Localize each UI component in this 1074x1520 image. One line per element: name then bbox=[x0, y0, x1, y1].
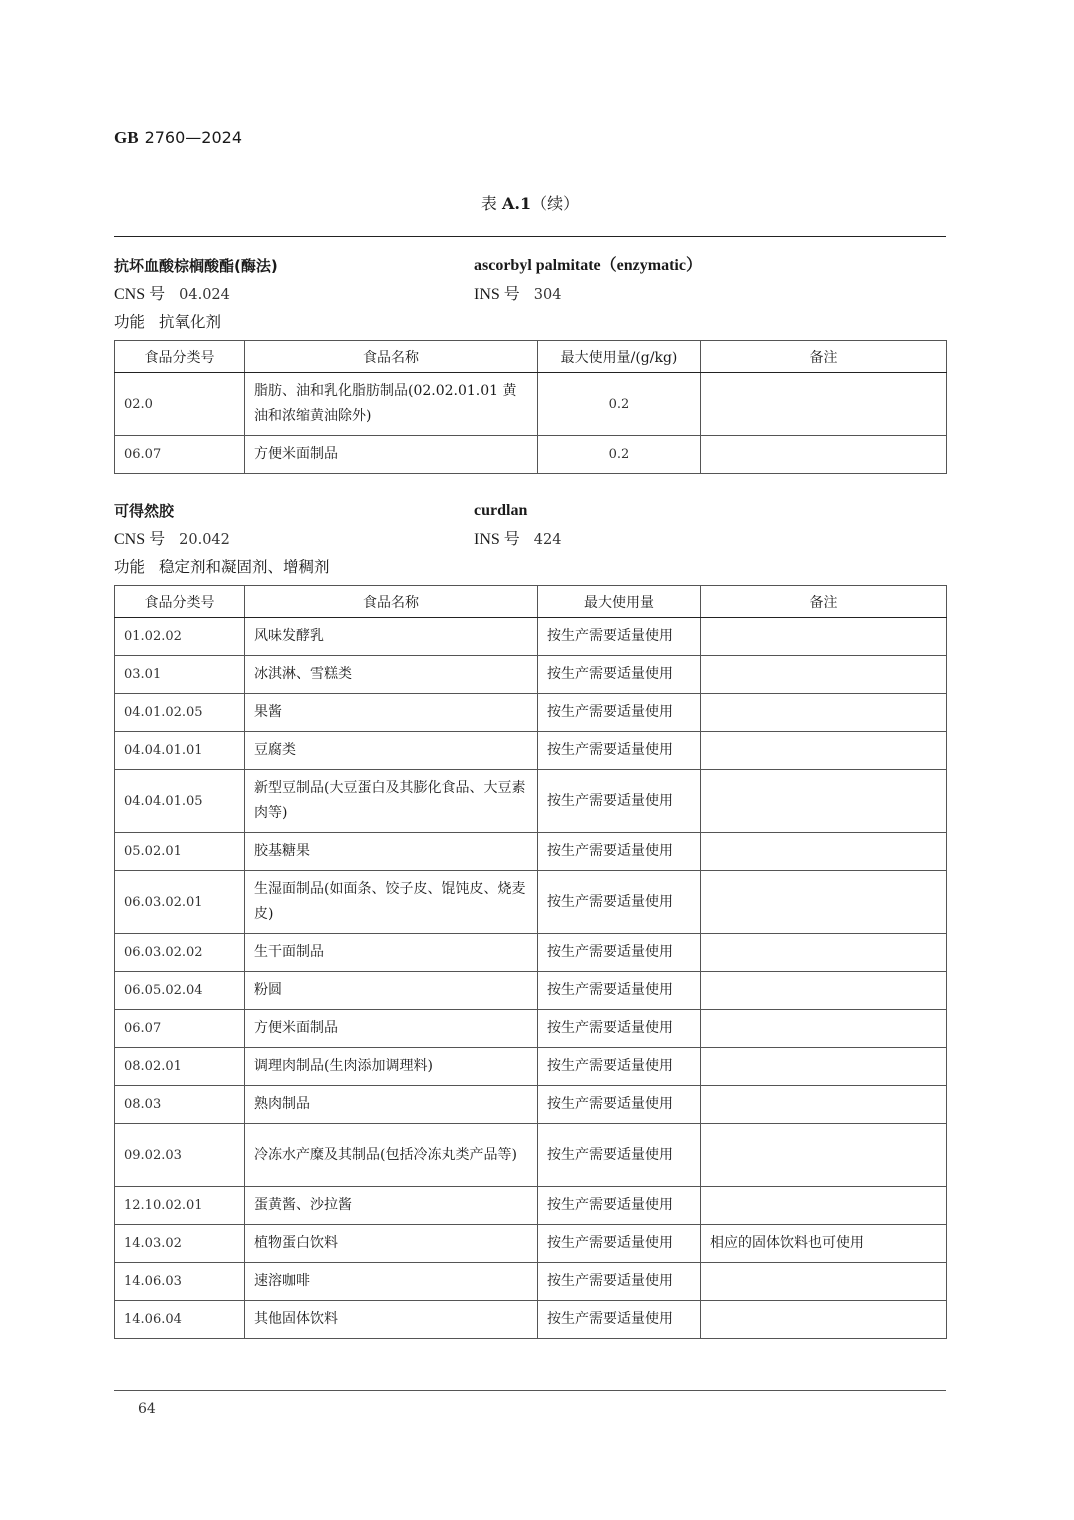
category-code: 04.04.01.05 bbox=[115, 770, 245, 833]
max-usage: 按生产需要适量使用 bbox=[538, 1010, 701, 1048]
header-max-usage: 最大使用量/(g/kg) bbox=[538, 341, 701, 373]
category-code: 06.07 bbox=[115, 1010, 245, 1048]
header-category-code: 食品分类号 bbox=[115, 586, 245, 618]
remarks bbox=[701, 934, 947, 972]
max-usage: 按生产需要适量使用 bbox=[538, 934, 701, 972]
food-name: 熟肉制品 bbox=[245, 1086, 538, 1124]
max-usage: 按生产需要适量使用 bbox=[538, 833, 701, 871]
remarks bbox=[701, 732, 947, 770]
header-rule bbox=[114, 236, 946, 237]
header-remarks: 备注 bbox=[701, 341, 947, 373]
standard-number bbox=[114, 128, 242, 148]
food-name: 其他固体饮料 bbox=[245, 1301, 538, 1339]
table-row bbox=[115, 373, 947, 436]
food-name: 新型豆制品(大豆蛋白及其膨化食品、大豆素肉等) bbox=[245, 770, 538, 833]
remarks bbox=[701, 1010, 947, 1048]
header-food-name: 食品名称 bbox=[245, 341, 538, 373]
max-usage: 按生产需要适量使用 bbox=[538, 1263, 701, 1301]
max-usage: 按生产需要适量使用 bbox=[538, 618, 701, 656]
max-usage: 0.2 bbox=[538, 373, 701, 436]
max-usage: 0.2 bbox=[538, 436, 701, 474]
food-name: 方便米面制品 bbox=[245, 436, 538, 474]
max-usage: 按生产需要适量使用 bbox=[538, 732, 701, 770]
additive-name-cn: 可得然胶 bbox=[114, 502, 175, 520]
cns-label: CNS 号 bbox=[114, 286, 166, 303]
food-name: 生干面制品 bbox=[245, 934, 538, 972]
table-row bbox=[115, 1187, 947, 1225]
table-row bbox=[115, 656, 947, 694]
category-code: 06.05.02.04 bbox=[115, 972, 245, 1010]
max-usage: 按生产需要适量使用 bbox=[538, 694, 701, 732]
table-title-id: A.1 bbox=[501, 194, 532, 213]
table-row bbox=[115, 436, 947, 474]
standard-number-value: 2760—2024 bbox=[144, 128, 242, 147]
table-title-suffix: （续） bbox=[531, 194, 580, 213]
food-name: 脂肪、油和乳化脂肪制品(02.02.01.01 黄油和浓缩黄油除外) bbox=[245, 373, 538, 436]
category-code: 12.10.02.01 bbox=[115, 1187, 245, 1225]
table-header-row bbox=[115, 586, 947, 618]
food-name: 果酱 bbox=[245, 694, 538, 732]
remarks bbox=[701, 1048, 947, 1086]
food-name: 调理肉制品(生肉添加调理料) bbox=[245, 1048, 538, 1086]
table-row bbox=[115, 1124, 947, 1187]
max-usage: 按生产需要适量使用 bbox=[538, 656, 701, 694]
remarks bbox=[701, 1263, 947, 1301]
category-code: 06.03.02.01 bbox=[115, 871, 245, 934]
category-code: 02.0 bbox=[115, 373, 245, 436]
ins-label: INS 号 bbox=[474, 531, 520, 548]
food-name: 胶基糖果 bbox=[245, 833, 538, 871]
remarks bbox=[701, 656, 947, 694]
usage-table-curdlan bbox=[114, 585, 947, 1339]
additive-section-curdlan bbox=[114, 497, 946, 581]
max-usage: 按生产需要适量使用 bbox=[538, 1048, 701, 1086]
ins-label: INS 号 bbox=[474, 286, 520, 303]
category-code: 01.02.02 bbox=[115, 618, 245, 656]
category-code: 14.06.03 bbox=[115, 1263, 245, 1301]
header-remarks: 备注 bbox=[701, 586, 947, 618]
food-name: 豆腐类 bbox=[245, 732, 538, 770]
category-code: 08.02.01 bbox=[115, 1048, 245, 1086]
remarks bbox=[701, 1086, 947, 1124]
category-code: 04.04.01.01 bbox=[115, 732, 245, 770]
header-max-usage: 最大使用量 bbox=[538, 586, 701, 618]
cns-value: 04.024 bbox=[179, 287, 230, 303]
food-name: 植物蛋白饮料 bbox=[245, 1225, 538, 1263]
category-code: 14.03.02 bbox=[115, 1225, 245, 1263]
food-name: 风味发酵乳 bbox=[245, 618, 538, 656]
category-code: 05.02.01 bbox=[115, 833, 245, 871]
cns-label: CNS 号 bbox=[114, 531, 166, 548]
function-value: 稳定剂和凝固剂、增稠剂 bbox=[159, 558, 330, 576]
table-row bbox=[115, 732, 947, 770]
category-code: 06.07 bbox=[115, 436, 245, 474]
footer-rule bbox=[114, 1390, 946, 1391]
table-row bbox=[115, 770, 947, 833]
max-usage: 按生产需要适量使用 bbox=[538, 1301, 701, 1339]
food-name: 冰淇淋、雪糕类 bbox=[245, 656, 538, 694]
food-name: 方便米面制品 bbox=[245, 1010, 538, 1048]
remarks bbox=[701, 436, 947, 474]
ins-value: 424 bbox=[533, 532, 562, 548]
table-row bbox=[115, 833, 947, 871]
page-number: 64 bbox=[138, 1401, 156, 1417]
standard-prefix: GB bbox=[114, 128, 139, 147]
remarks bbox=[701, 770, 947, 833]
remarks bbox=[701, 871, 947, 934]
category-code: 08.03 bbox=[115, 1086, 245, 1124]
table-row bbox=[115, 1301, 947, 1339]
cns-value: 20.042 bbox=[179, 532, 230, 548]
table-title bbox=[0, 191, 1060, 214]
remarks bbox=[701, 1187, 947, 1225]
max-usage: 按生产需要适量使用 bbox=[538, 770, 701, 833]
remarks bbox=[701, 1124, 947, 1187]
table-title-prefix: 表 bbox=[480, 194, 497, 213]
additive-section-ascorbyl-palmitate bbox=[114, 252, 946, 336]
table-row bbox=[115, 1048, 947, 1086]
table-row bbox=[115, 871, 947, 934]
food-name: 生湿面制品(如面条、饺子皮、馄饨皮、烧麦皮) bbox=[245, 871, 538, 934]
max-usage: 按生产需要适量使用 bbox=[538, 1225, 701, 1263]
table-row bbox=[115, 934, 947, 972]
max-usage: 按生产需要适量使用 bbox=[538, 1187, 701, 1225]
max-usage: 按生产需要适量使用 bbox=[538, 1086, 701, 1124]
max-usage: 按生产需要适量使用 bbox=[538, 1124, 701, 1187]
table-row bbox=[115, 1263, 947, 1301]
category-code: 04.01.02.05 bbox=[115, 694, 245, 732]
additive-name-cn: 抗坏血酸棕榈酸酯(酶法) bbox=[114, 257, 278, 275]
additive-name-en: curdlan bbox=[474, 502, 528, 519]
remarks bbox=[701, 694, 947, 732]
remarks bbox=[701, 618, 947, 656]
remarks bbox=[701, 1301, 947, 1339]
table-row bbox=[115, 1010, 947, 1048]
table-header-row bbox=[115, 341, 947, 373]
max-usage: 按生产需要适量使用 bbox=[538, 972, 701, 1010]
remarks bbox=[701, 972, 947, 1010]
category-code: 14.06.04 bbox=[115, 1301, 245, 1339]
additive-name-en: ascorbyl palmitate（enzymatic） bbox=[474, 257, 702, 274]
remarks: 相应的固体饮料也可使用 bbox=[701, 1225, 947, 1263]
table-row bbox=[115, 1225, 947, 1263]
ins-value: 304 bbox=[533, 287, 562, 303]
remarks bbox=[701, 373, 947, 436]
remarks bbox=[701, 833, 947, 871]
category-code: 09.02.03 bbox=[115, 1124, 245, 1187]
usage-table-ascorbyl-palmitate bbox=[114, 340, 947, 474]
food-name: 冷冻水产糜及其制品(包括冷冻丸类产品等) bbox=[245, 1124, 538, 1187]
food-name: 速溶咖啡 bbox=[245, 1263, 538, 1301]
category-code: 03.01 bbox=[115, 656, 245, 694]
food-name: 蛋黄酱、沙拉酱 bbox=[245, 1187, 538, 1225]
food-name: 粉圆 bbox=[245, 972, 538, 1010]
table-row bbox=[115, 1086, 947, 1124]
table-row bbox=[115, 972, 947, 1010]
category-code: 06.03.02.02 bbox=[115, 934, 245, 972]
table-row bbox=[115, 694, 947, 732]
max-usage: 按生产需要适量使用 bbox=[538, 871, 701, 934]
table-row bbox=[115, 618, 947, 656]
function-value: 抗氧化剂 bbox=[159, 313, 222, 331]
function-label: 功能 bbox=[114, 313, 146, 331]
header-food-name: 食品名称 bbox=[245, 586, 538, 618]
function-label: 功能 bbox=[114, 558, 146, 576]
header-category-code: 食品分类号 bbox=[115, 341, 245, 373]
